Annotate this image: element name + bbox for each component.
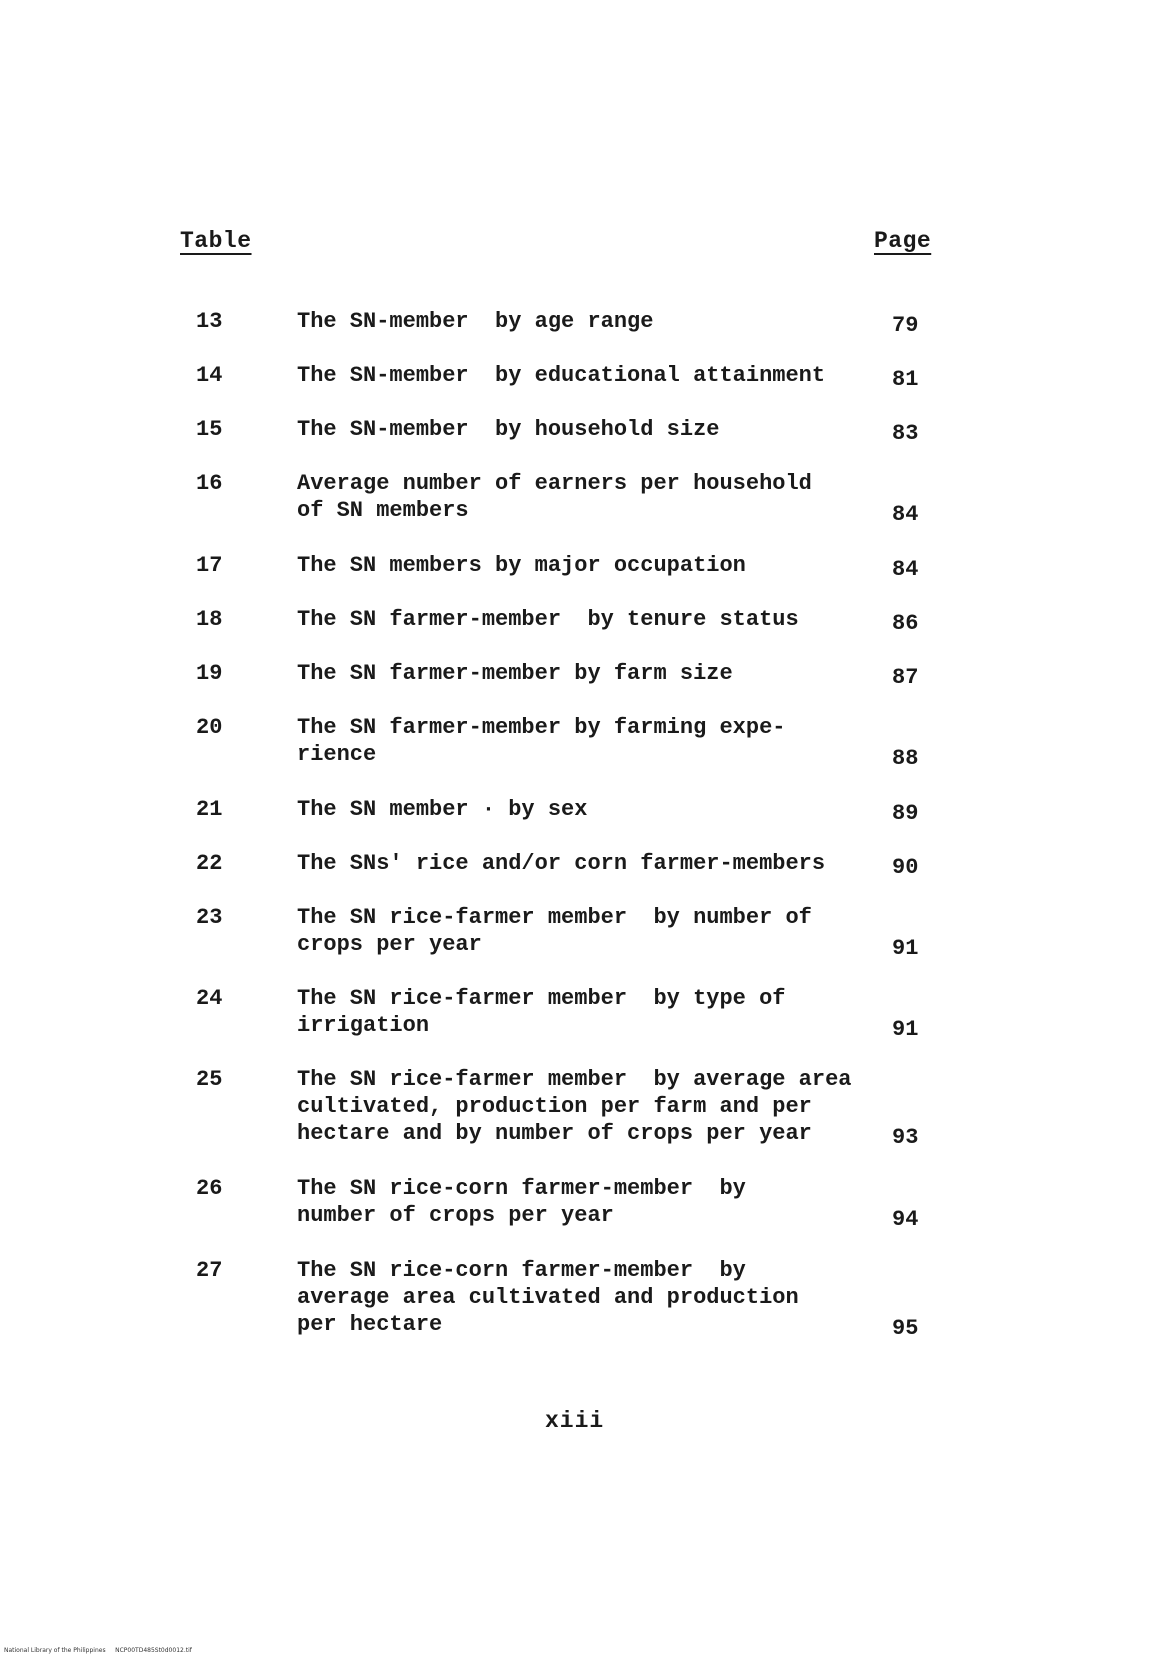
table-number: 25: [196, 1067, 223, 1092]
table-number: 24: [196, 986, 223, 1011]
table-column-header: Table: [180, 228, 252, 254]
page-number: 88: [892, 746, 919, 771]
page-number: 81: [892, 367, 919, 392]
table-number: 21: [196, 797, 223, 822]
table-title-line: The SN-member by household size: [297, 417, 720, 442]
table-title-line: The SN rice-farmer member by number of: [297, 905, 812, 930]
table-title-line: The SN farmer-member by tenure status: [297, 607, 799, 632]
page-number: 90: [892, 855, 919, 880]
table-number: 27: [196, 1258, 223, 1283]
table-number: 26: [196, 1176, 223, 1201]
table-number: 17: [196, 553, 223, 578]
page-number: 83: [892, 421, 919, 446]
page-number: 79: [892, 313, 919, 338]
table-number: 19: [196, 661, 223, 686]
table-number: 18: [196, 607, 223, 632]
table-title-line: The SN member · by sex: [297, 797, 588, 822]
table-title-line: average area cultivated and production: [297, 1285, 799, 1310]
table-number: 23: [196, 905, 223, 930]
table-title-line: of SN members: [297, 498, 469, 523]
page-number: 91: [892, 1017, 919, 1042]
page-number: 87: [892, 665, 919, 690]
table-title-line: The SNs' rice and/or corn farmer-members: [297, 851, 826, 876]
page-number: 89: [892, 801, 919, 826]
table-number: 14: [196, 363, 223, 388]
table-title-line: The SN rice-farmer member by average area: [297, 1067, 852, 1092]
page-number: 93: [892, 1125, 919, 1150]
table-title-line: The SN-member by age range: [297, 309, 654, 334]
page-column-header: Page: [874, 228, 932, 254]
table-title-line: The SN rice-corn farmer-member by: [297, 1176, 746, 1201]
page-number: 91: [892, 936, 919, 961]
library-credit: National Library of the Philippines NCP00TD485St0d0012.tif: [4, 1647, 192, 1654]
table-number: 13: [196, 309, 223, 334]
table-title-line: crops per year: [297, 932, 482, 957]
table-title-line: Average number of earners per household: [297, 471, 812, 496]
table-title-line: irrigation: [297, 1013, 430, 1038]
table-number: 20: [196, 715, 223, 740]
table-title-line: hectare and by number of crops per year: [297, 1121, 812, 1146]
page-number: 86: [892, 611, 919, 636]
table-title-line: per hectare: [297, 1312, 443, 1337]
roman-page-number: xiii: [545, 1408, 605, 1434]
table-title-line: The SN rice-corn farmer-member by: [297, 1258, 746, 1283]
page-number: 94: [892, 1207, 919, 1232]
table-title-line: The SN members by major occupation: [297, 553, 746, 578]
table-number: 16: [196, 471, 223, 496]
table-title-line: The SN rice-farmer member by type of: [297, 986, 786, 1011]
page-number: 84: [892, 557, 919, 582]
table-number: 22: [196, 851, 223, 876]
table-title-line: The SN farmer-member by farming expe-: [297, 715, 786, 740]
table-number: 15: [196, 417, 223, 442]
table-title-line: number of crops per year: [297, 1203, 614, 1228]
table-title-line: rience: [297, 742, 377, 767]
page-number: 84: [892, 502, 919, 527]
table-title-line: The SN-member by educational attainment: [297, 363, 826, 388]
table-title-line: cultivated, production per farm and per: [297, 1094, 812, 1119]
page-number: 95: [892, 1316, 919, 1341]
table-title-line: The SN farmer-member by farm size: [297, 661, 733, 686]
